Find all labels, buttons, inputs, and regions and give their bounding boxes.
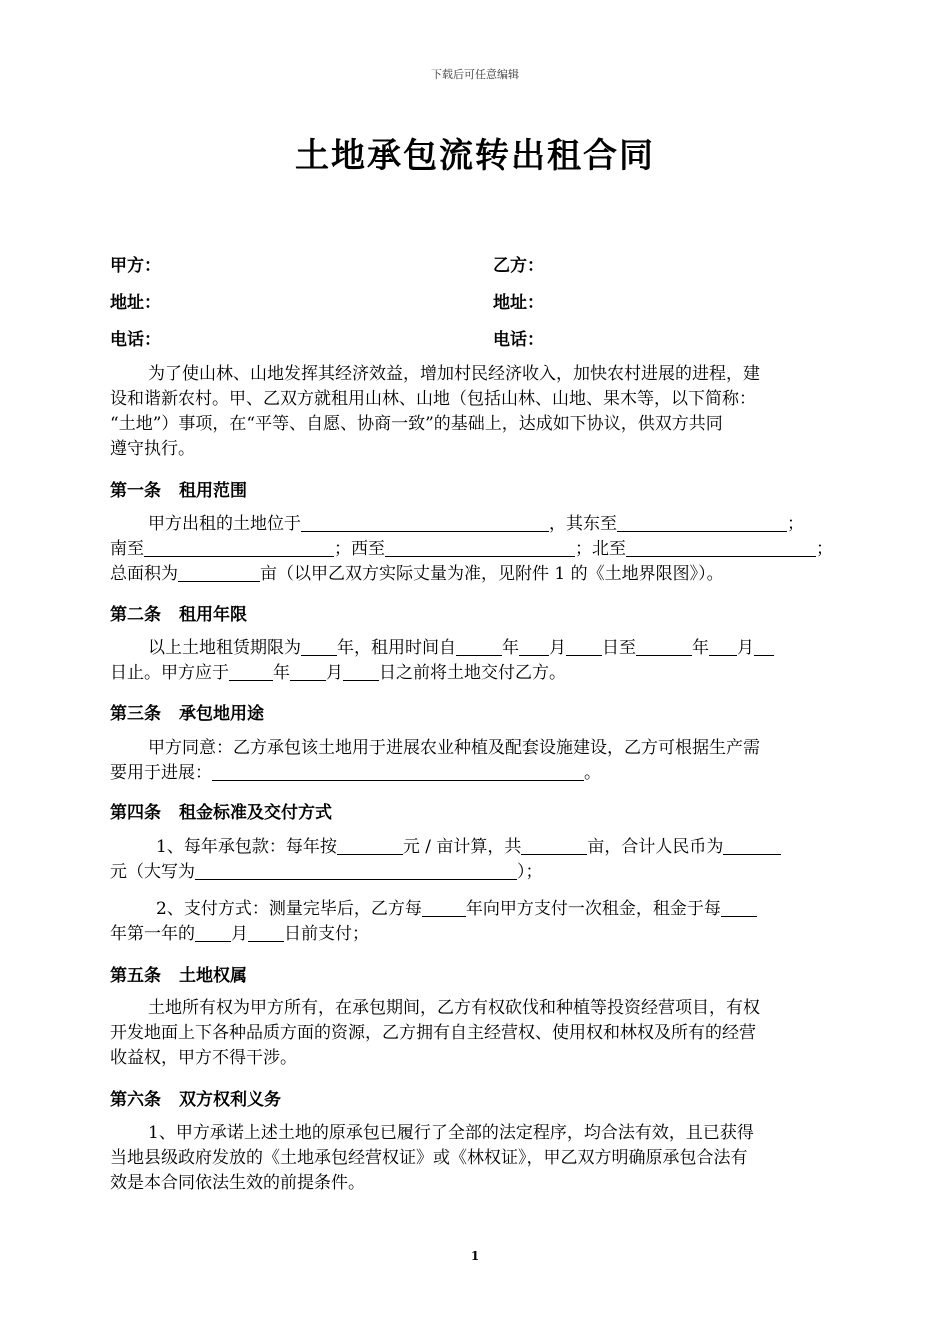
- article-1-heading: [110, 476, 247, 501]
- text-segment: ；北至: [575, 539, 626, 559]
- intro-line: 设和谐新农村。甲、乙双方就租用山林、山地（包括山林、山地、果木等，以下简称：: [110, 389, 756, 409]
- text-segment: 日至: [602, 638, 636, 658]
- text-segment: 年向甲方支付一次租金，租金于每: [465, 899, 721, 919]
- text-segment: 以上土地租赁期限为: [148, 638, 301, 658]
- usage-purpose-blank[interactable]: [212, 762, 584, 781]
- price-per-mu-blank[interactable]: [337, 836, 403, 855]
- text-segment: 亩（以甲乙双方实际丈量为准，见附件 1 的《土地界限图》）。: [260, 564, 724, 584]
- end-month-blank[interactable]: [709, 637, 737, 656]
- article-title: 双方权利义务: [179, 1090, 281, 1110]
- text-segment: 年: [502, 638, 519, 658]
- payment-month-blank[interactable]: [195, 923, 231, 942]
- text-line: 甲方同意：乙方承包该土地用于进展农业种植及配套设施建设，乙方可根据生产需: [148, 738, 760, 758]
- text-segment: ；: [787, 514, 804, 534]
- party-a-label: 甲方：: [110, 256, 161, 276]
- text-segment: 元 / 亩计算，共: [402, 837, 522, 857]
- text-line: 当地县级政府发放的《土地承包经营权证》或《林权证》，甲乙双方明确原承包合法有: [110, 1148, 748, 1168]
- text-segment: ；: [816, 539, 833, 559]
- text-segment: 1、每年承包款：每年按: [156, 837, 337, 857]
- article-3-body: [110, 736, 840, 786]
- phone-b-label: 电话：: [493, 330, 544, 350]
- text-segment: ；西至: [334, 539, 385, 559]
- article-6-body: [110, 1121, 840, 1196]
- delivery-day-blank[interactable]: [343, 662, 379, 681]
- article-4-heading: [110, 798, 332, 823]
- end-day-blank[interactable]: [754, 637, 774, 656]
- document-title: 土地承包流转出租合同: [295, 136, 655, 176]
- article-number: 第二条: [110, 605, 161, 625]
- start-month-blank[interactable]: [519, 637, 549, 656]
- phone-a-label: 电话：: [110, 330, 161, 350]
- text-segment: 南至: [110, 539, 144, 559]
- intro-paragraph: [110, 362, 840, 462]
- article-5-body: [110, 996, 840, 1071]
- article-4-payment-method: [110, 897, 840, 947]
- text-segment: 。: [584, 763, 601, 783]
- article-title: 租用范围: [179, 481, 247, 501]
- south-boundary-blank[interactable]: [144, 538, 334, 557]
- text-segment: 年，租用时间自: [337, 638, 456, 658]
- text-line: 收益权，甲方不得干涉。: [110, 1048, 297, 1068]
- article-number: 第四条: [110, 803, 161, 823]
- payment-year-blank[interactable]: [721, 898, 757, 917]
- text-segment: 2、支付方式：测量完毕后，乙方每: [156, 899, 422, 919]
- text-segment: ，其东至: [549, 514, 617, 534]
- payment-day-blank[interactable]: [248, 923, 284, 942]
- article-title: 承包地用途: [179, 704, 264, 724]
- article-title: 租金标准及交付方式: [179, 803, 332, 823]
- lease-years-blank[interactable]: [301, 637, 337, 656]
- intro-line: “土地”）事项，在“平等、自愿、协商一致”的基础上，达成如下协议，供双方共同: [110, 414, 723, 434]
- east-boundary-blank[interactable]: [617, 513, 787, 532]
- text-segment: 日之前将土地交付乙方。: [379, 663, 566, 683]
- north-boundary-blank[interactable]: [626, 538, 816, 557]
- text-segment: 月: [737, 638, 754, 658]
- article-title: 租用年限: [179, 605, 247, 625]
- article-number: 第六条: [110, 1090, 161, 1110]
- article-4-payment-amount: [110, 835, 840, 885]
- article-1-body: [110, 512, 840, 587]
- end-year-blank[interactable]: [636, 637, 692, 656]
- total-amount-blank[interactable]: [723, 836, 781, 855]
- article-2-heading: [110, 600, 247, 625]
- text-line: 效是本合同依法生效的前提条件。: [110, 1173, 365, 1193]
- location-blank[interactable]: [301, 513, 549, 532]
- text-segment: 总面积为: [110, 564, 178, 584]
- article-number: 第五条: [110, 966, 161, 986]
- text-segment: 日止。甲方应于: [110, 663, 229, 683]
- header-note: 下载后可任意编辑: [431, 68, 519, 81]
- text-line: 土地所有权为甲方所有，在承包期间，乙方有权砍伐和种植等投资经营项目，有权: [148, 998, 760, 1018]
- delivery-month-blank[interactable]: [290, 662, 326, 681]
- delivery-year-blank[interactable]: [229, 662, 273, 681]
- text-line: 1、甲方承诺上述土地的原承包已履行了全部的法定程序，均合法有效，且已获得: [148, 1123, 754, 1143]
- intro-line: 为了使山林、山地发挥其经济效益，增加村民经济收入，加快农村进展的进程，建: [148, 364, 760, 384]
- article-number: 第一条: [110, 481, 161, 501]
- text-segment: 月: [326, 663, 343, 683]
- page-number: 1: [470, 1249, 480, 1263]
- text-segment: ）；: [517, 862, 543, 882]
- text-segment: 元（大写为: [110, 862, 195, 882]
- payment-interval-blank[interactable]: [422, 898, 466, 917]
- text-line: 开发地面上下各种品质方面的资源，乙方拥有自主经营权、使用权和林权及所有的经营: [110, 1023, 756, 1043]
- start-day-blank[interactable]: [566, 637, 602, 656]
- article-3-heading: [110, 699, 264, 724]
- text-segment: 年: [273, 663, 290, 683]
- text-segment: 年: [692, 638, 709, 658]
- start-year-blank[interactable]: [456, 637, 502, 656]
- article-2-body: [110, 636, 840, 686]
- article-number: 第三条: [110, 704, 161, 724]
- address-a-label: 地址：: [110, 293, 161, 313]
- text-segment: 甲方出租的土地位于: [148, 514, 301, 534]
- amount-in-words-blank[interactable]: [195, 861, 517, 880]
- text-segment: 年第一年的: [110, 924, 195, 944]
- text-segment: 月: [231, 924, 248, 944]
- party-b-label: 乙方：: [493, 256, 544, 276]
- article-title: 土地权属: [179, 966, 247, 986]
- total-area-blank[interactable]: [178, 563, 260, 582]
- text-segment: 日前支付；: [284, 924, 369, 944]
- article-5-heading: [110, 961, 247, 986]
- text-segment: 亩，合计人民币为: [587, 837, 724, 857]
- text-segment: 要用于进展：: [110, 763, 212, 783]
- text-segment: 月: [549, 638, 566, 658]
- article-6-heading: [110, 1085, 281, 1110]
- total-mu-blank[interactable]: [521, 836, 587, 855]
- address-b-label: 地址：: [493, 293, 544, 313]
- intro-line: 遵守执行。: [110, 439, 195, 459]
- west-boundary-blank[interactable]: [385, 538, 575, 557]
